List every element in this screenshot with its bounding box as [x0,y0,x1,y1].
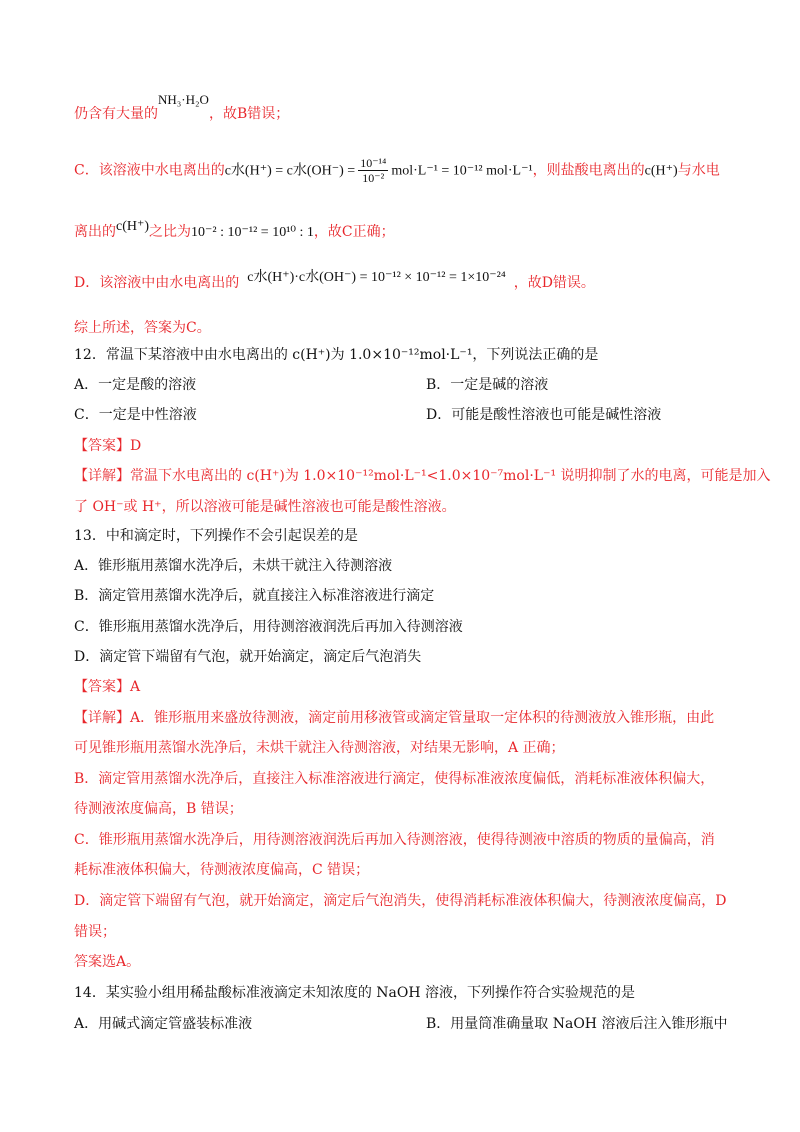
q11-option-d [74,270,595,294]
q11-c2-pre: 离出的 [74,224,116,240]
q14-stem: 14．某实验小组用稀盐酸标准液滴定未知浓度的 NaOH 溶液，下列操作符合实验规范的是 [74,985,635,1001]
q12-stem: 12．常温下某溶液中由水电离出的 c(H⁺)为 1.0×10⁻¹²mol·L⁻¹，下列说法正确的是 [74,347,599,363]
q11-line1-post: ，故B错误； [208,106,290,122]
q13-detail-line4: 待测液浓度偏高，B 错误； [74,801,243,817]
q12-option-d: D．可能是酸性溶液也可能是碱性溶液 [426,407,662,423]
q11-d-post: ，故D错误。 [513,275,595,291]
q13-detail-line3: B．滴定管用蒸馏水洗净后，直接注入标准溶液进行滴定，使得标准液浓度偏低，消耗标准液体积偏大， [74,771,715,787]
q12-detail-line2: 了 OH⁻或 H⁺，所以溶液可能是碱性溶液也可能是酸性溶液。 [74,499,456,515]
q11-line-nh3 [74,92,290,124]
c2-ratio: 10⁻² : 10⁻¹² = 10¹⁰ : 1 [191,225,314,240]
q11-summary: 综上所述，答案为C。 [74,320,211,336]
q12-options-row1 [74,375,549,395]
q13-detail-line6: 耗标准液体积偏大，待测液浓度偏高，C 错误； [74,862,370,878]
c-fraction [358,156,388,185]
d-formula: c水(H⁺)·c水(OH⁻) = 10⁻¹² × 10⁻¹² = 1×10⁻²⁴ [247,270,506,285]
q11-c-pre: C．该溶液中水电离出的 [74,162,225,179]
c-formula-h-plus: c(H⁺) [644,163,678,179]
c-formula-left: c水(H⁺) = c水(OH⁻) = [224,163,356,179]
q13-stem: 13．中和滴定时，下列操作不会引起误差的是 [74,528,358,544]
q12-detail-line1: 【详解】常温下水电离出的 c(H⁺)为 1.0×10⁻¹²mol·L⁻¹<1.0×10⁻⁷mol·L⁻¹ 说明抑制了水的电离，可能是加入 [74,468,771,484]
q11-line1-pre: 仍含有大量的 [74,106,158,122]
q12-option-a: A．一定是酸的溶液 [74,377,197,393]
q13-detail-line2: 可见锥形瓶用蒸馏水洗净后，未烘干就注入待测溶液，对结果无影响，A 正确； [74,740,565,756]
q13-answer: 【答案】A [74,679,141,695]
q14-option-a: A．用碱式滴定管盛装标准液 [74,1016,253,1032]
q13-option-b: B．滴定管用蒸馏水洗净后，就直接注入标准溶液进行滴定 [74,588,435,604]
q13-option-a: A．锥形瓶用蒸馏水洗净后，未烘干就注入待测溶液 [74,558,393,574]
c-fraction-denominator: 10⁻² [362,171,385,185]
q14-options-row1 [74,1014,728,1034]
c-fraction-numerator: 10⁻¹⁴ [360,156,387,170]
q12-option-b: B．一定是碱的溶液 [426,377,549,393]
q11-c2-post: ，故C正确； [313,224,395,240]
q13-detail-line8: 错误； [74,924,116,940]
q13-detail-line7: D．滴定管下端留有气泡，就开始滴定，滴定后气泡消失，使得消耗标准液体积偏大，待测液浓度偏高，D [74,893,727,909]
q13-option-c: C．锥形瓶用蒸馏水洗净后，用待测溶液润洗后再加入待测溶液 [74,619,463,635]
q13-detail-line1: 【详解】A．锥形瓶用来盛放待测液，滴定前用移液管或滴定管量取一定体积的待测液放入锥形瓶，由此 [74,710,715,726]
q11-c-post: ，则盐酸电离出的 [532,162,645,179]
q11-option-c-line2 [74,219,395,243]
c2-formula-h-plus: c(H⁺) [116,219,150,234]
nh3-formula: NH₃·H₂O [158,92,209,107]
q14-option-b: B．用量筒准确量取 NaOH 溶液后注入锥形瓶中 [426,1016,728,1032]
q11-option-c-line1 [74,156,720,185]
c-formula-rest: mol·L⁻¹ = 10⁻¹² mol·L⁻¹ [391,163,533,179]
q12-options-row2 [74,405,662,425]
q13-option-d: D．滴定管下端留有气泡，就开始滴定，滴定后气泡消失 [74,649,422,665]
q12-answer: 【答案】D [74,438,142,454]
q11-d-pre: D．该溶液中由水电离出的 [74,275,240,291]
q11-c2-mid: 之比为 [149,224,192,240]
q13-detail-line9: 答案选A。 [74,954,141,970]
q13-detail-line5: C．锥形瓶用蒸馏水洗净后，用待测溶液润洗后再加入待测溶液，使得待测液中溶质的物质的量偏高，消 [74,832,715,848]
q11-c-post2: 与水电 [677,162,720,179]
q12-option-c: C．一定是中性溶液 [74,407,197,423]
